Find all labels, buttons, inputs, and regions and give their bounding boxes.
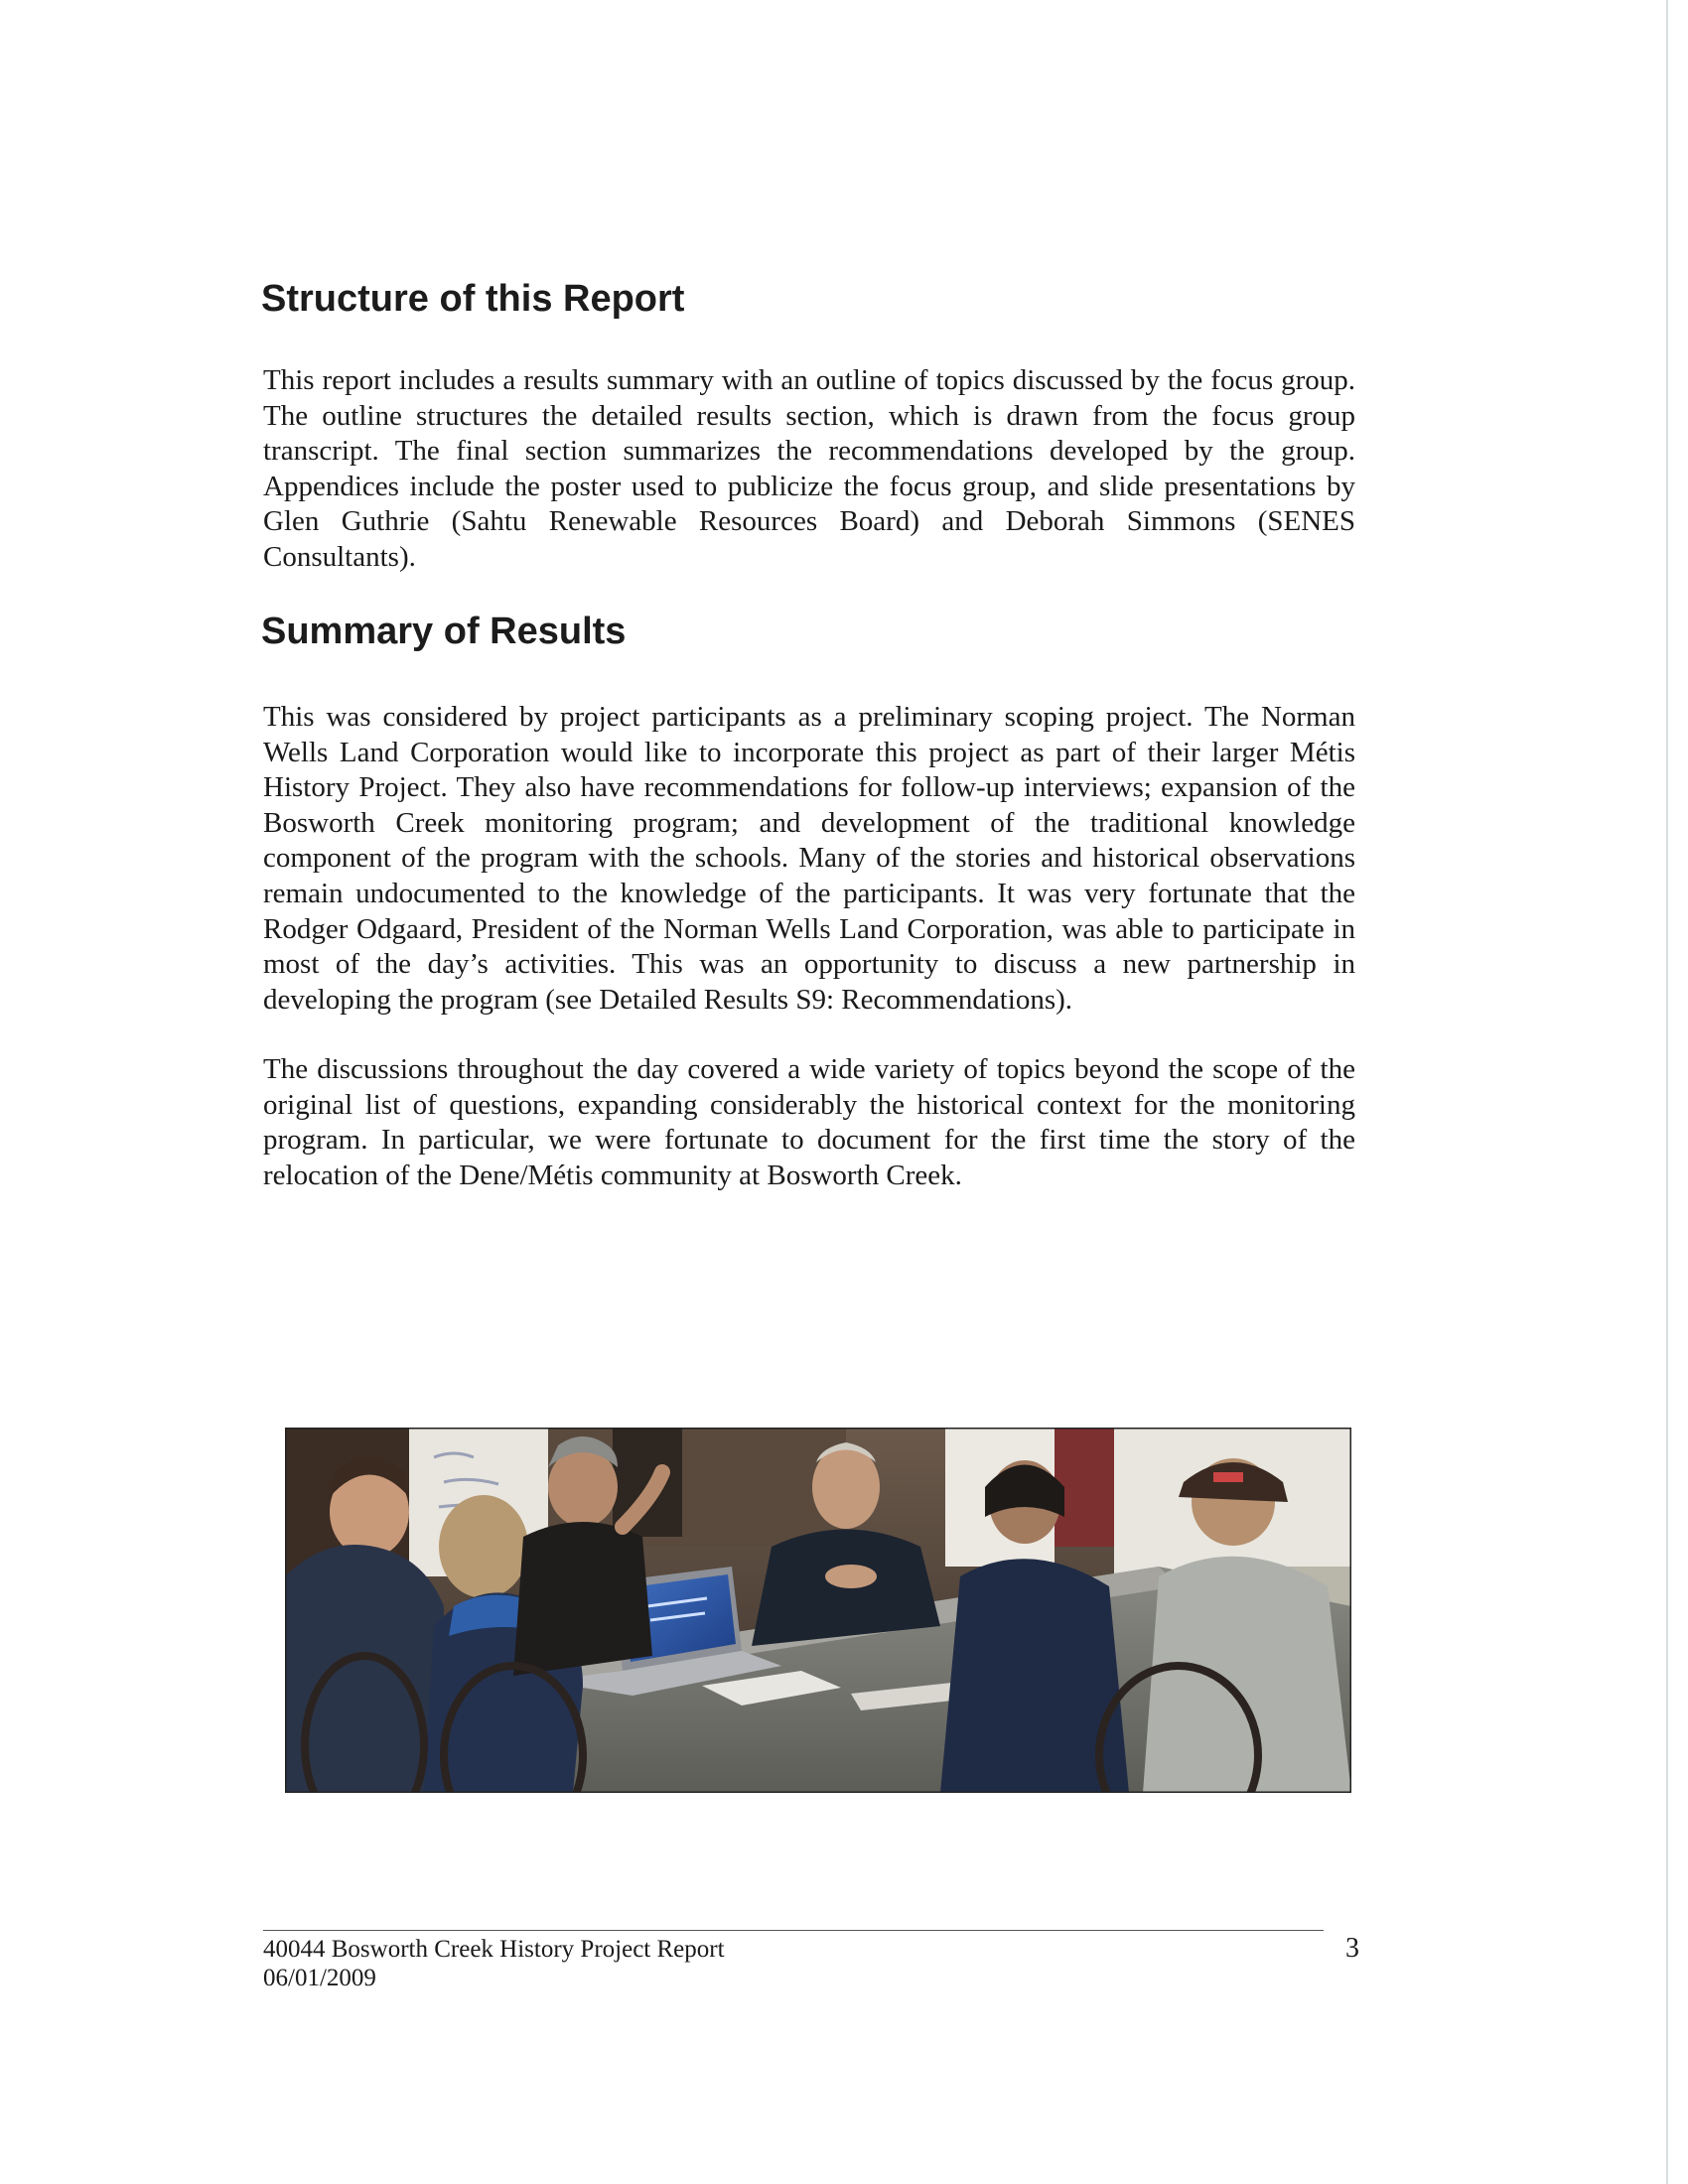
focus-group-photo [285, 1428, 1351, 1793]
photo-illustration [285, 1428, 1351, 1793]
footer-divider [263, 1930, 1324, 1931]
heading-structure-of-report: Structure of this Report [261, 278, 685, 320]
footer-report-title: 40044 Bosworth Creek History Project Report [263, 1936, 725, 1963]
footer [263, 1935, 725, 1992]
paragraph-summary-2: The discussions throughout the day covered a wide variety of topics beyond the scope of the original list of questions, expanding considerably the historical context for the monitoring program. In particular, we were fortunate to document for the first time the story of the relocation of the Dene/Métis community at Bosworth Creek. [263, 1053, 1355, 1191]
heading-summary-of-results: Summary of Results [261, 611, 627, 652]
scan-edge-line [1666, 0, 1668, 2184]
page-number: 3 [1345, 1933, 1359, 1964]
paragraph-structure: This report includes a results summary with an outline of topics discussed by the focus group. The outline structures the detailed results section, which is drawn from the focus group transcript. The final section summarizes the recommendations developed by the group. Appendices include the poster used to publicize the focus group, and slide presentations by Glen Guthrie (Sahtu Renewable Resources Board) and Deborah Simmons (SENES Consultants). [263, 364, 1355, 573]
paragraph-summary-1: This was considered by project participants as a preliminary scoping project. The Norman Wells Land Corporation would like to incorporate this project as part of their larger Métis History Project. They also have recommendations for follow-up interviews; expansion of the Bosworth Creek monitoring program; and development of the traditional knowledge component of the program with the schools. Many of the stories and historical observations remain undocumented to the knowledge of the participants. It was very fortunate that the Rodger Odgaard, President of the Norman Wells Land Corporation, was able to participate in most of the day’s activities. This was an opportunity to discuss a new partnership in developing the program (see Detailed Results S9: Recommendations). [263, 701, 1355, 1016]
footer-date: 06/01/2009 [263, 1965, 376, 1991]
